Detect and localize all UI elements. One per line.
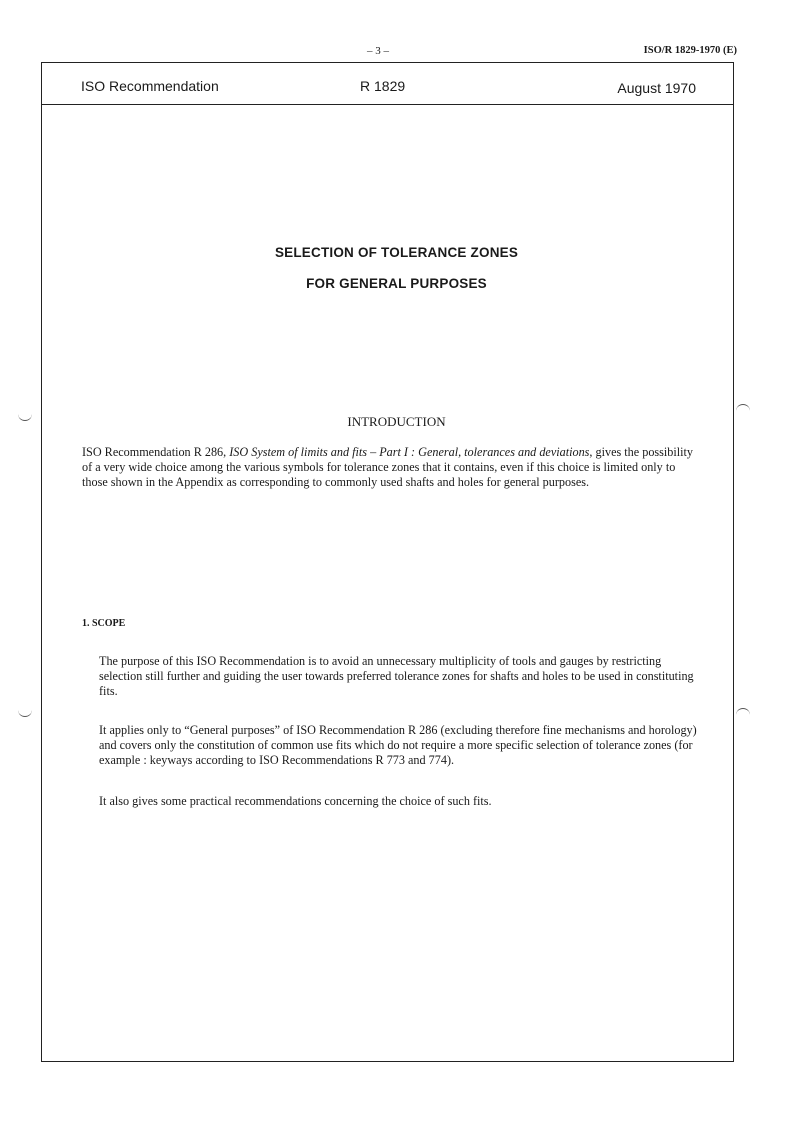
document-reference: ISO/R 1829-1970 (E) (643, 45, 737, 56)
scope-paragraph-2: It applies only to “General purposes” of ISO Recommendation R 286 (excluding therefore fine mechanisms and horology) and covers only the constitution of common use fits which do not require a more specific selection of tolerance zones (for example : keyways according to ISO Recommendations R 773 and 774). (99, 723, 697, 768)
page-running-header (0, 44, 793, 60)
page-frame (41, 62, 734, 1062)
scope-paragraph-3: It also gives some practical recommendations concerning the choice of such fits. (99, 794, 492, 808)
title-block-type: ISO Recommendation (81, 78, 219, 94)
document-title-line-1: SELECTION OF TOLERANCE ZONES (274, 245, 519, 260)
binding-hole-mark-right-lower (736, 708, 750, 717)
scope-heading: 1. SCOPE (82, 618, 126, 629)
page-number: – 3 – (367, 45, 389, 57)
title-block (42, 63, 733, 105)
intro-text-prefix: ISO Recommendation R 286, (82, 445, 230, 459)
title-block-number: R 1829 (360, 78, 406, 94)
introduction-heading: INTRODUCTION (347, 414, 446, 429)
intro-text-suffix: , gives the possibility of a very wide choice among the various symbols for tolerance zones that it contains, even if this choice is limited only to those shown in the Appendix as corresponding to commonly used shafts and holes for general purposes. (82, 445, 694, 490)
intro-text-italic: ISO System of limits and fits – Part I : General, tolerances and deviations (229, 445, 590, 459)
scope-paragraph-1: The purpose of this ISO Recommendation is to avoid an unnecessary multiplicity of tools and gauges by restricting selection still further and guiding the user towards preferred tolerance zones for shafts and holes to be used in constituting fits. (99, 654, 694, 699)
binding-hole-mark-left-lower (18, 708, 32, 717)
document-title-line-2: FOR GENERAL PURPOSES (306, 276, 487, 291)
title-block-date: August 1970 (617, 80, 696, 96)
binding-hole-mark-right-upper (736, 404, 750, 413)
introduction-paragraph (82, 445, 697, 491)
